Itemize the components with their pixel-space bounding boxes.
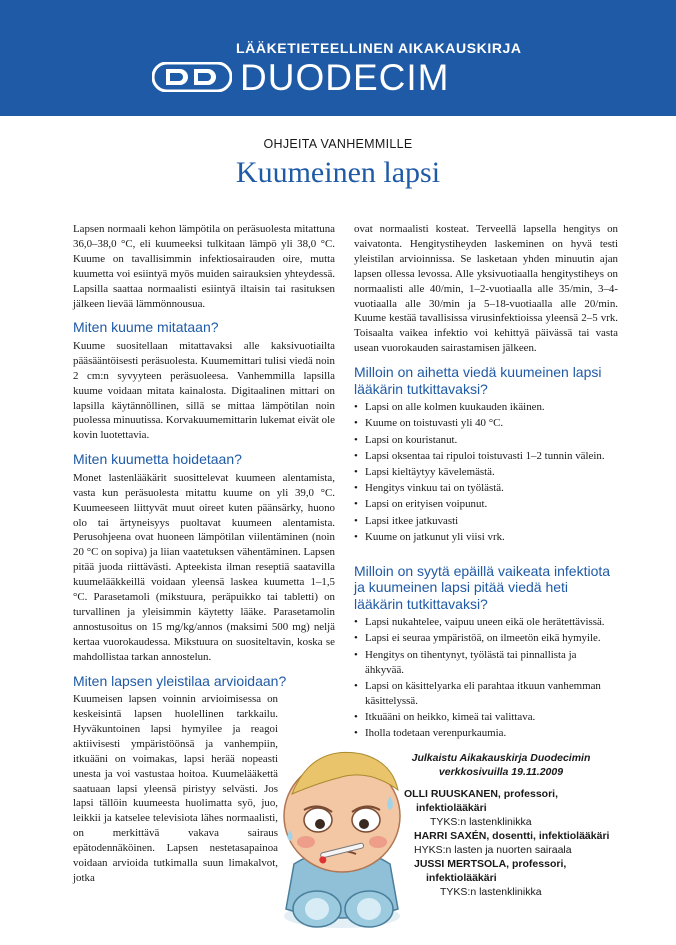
section-heading-assessment: Miten lapsen yleistilaa arvioidaan?: [73, 672, 287, 689]
publication-line: verkkosivuilla 19.11.2009: [438, 765, 564, 778]
list-item: • Lapsi nukahtelee, vaipuu uneen eikä ole herätettävissä.: [354, 615, 618, 630]
section-heading-when-to-doctor: Milloin on aihetta viedä kuumeinen lapsi lääkärin tutkittavaksi?: [354, 364, 602, 397]
list-item: • Lapsi on alle kolmen kuukauden ikäinen.: [354, 400, 618, 415]
doctor-criteria-list: [354, 400, 618, 545]
author-name: HARRI SAXÉN, dosentti, infektiolääkäri: [414, 829, 610, 842]
header-banner: [0, 0, 676, 116]
list-item: • Kuume on jatkunut yli viisi vrk.: [354, 530, 618, 545]
section-heading-measure: Miten kuume mitataan?: [73, 319, 219, 336]
list-item: • Hengitys vinkuu tai on työlästä.: [354, 481, 618, 496]
list-item: • Lapsi on erityisen voipunut.: [354, 497, 618, 512]
sick-child-illustration: [272, 744, 412, 934]
author-affiliation: TYKS:n lastenklinikka: [430, 815, 532, 828]
treatment-paragraph: Monet lastenlääkärit suosittelevat kuumeen alentamista, vasta kun peräsuolesta mitattu kuume on yli 39,0 °C. Kuumeeseen liittyvät muut oireet kuten päänsärky, huono olo tai ärtyneisyys puoltavat kuumeen alentamista. Perusohjeena ovat huoneen lämpötilan viilentäminen (noin 20 °C on sopiva) ja liian vaatetuksen vähentäminen. Lapsen pitää juoda riittävästi. Apteekista ilman reseptiä saatavilla kuumelääkkeillä voidaan yleensä laskea kuumetta 1–1,5 °C. Parasetamoli (mikstuura, peräpuikko tai tabletti) on turvallinen ja yleisimmin käytetty lääke. Parasetamolin annostusoitus on 15 mg/kg/annos (maksimi 500 mg) neljä kertaa vuorokaudessa. Mikstuura on suositeltavin, koska se mahdollistaa tarkan annostelun.: [73, 471, 335, 663]
severe-infection-list: [354, 615, 618, 741]
assessment-paragraph: Kuumeisen lapsen voinnin arvioimisessa on keskeisintä lapsen huolellinen tarkkailu. Hyväkuntoinen lapsi hymyilee ja reagoi aktiivisesti ympäristöönsä ja vanhempiin, itkuääni on voimakas, lapsi herää nopeasti unesta ja voi vastustaa hoitoa. Kuumelääkettä saatuaan lapsi yleensä piristyy selvästi. Jos lapsi tällöin kuumeesta huolimatta syö, juo, leikkii ja katselee televisiota lähes normaalisti, on merkittävä vakava sairaus epätodennäköinen. Lapsen nestetasapainoa voidaan arvioida tutkimalla suun limakalvot, jotka: [73, 693, 278, 884]
author-name: JUSSI MERTSOLA, professori,: [414, 857, 567, 870]
measure-paragraph: Kuume suositellaan mitattavaksi alle kaksivuotiailta pääsääntöisesti peräsuolesta. Kuumemittari tulisi viedä noin 2 cm:n syvyyteen peräsuoleesa. Vanhemmilla lapsilla kuume voidaan mitata kainalosta. Digitaalinen mittari on lapsilla käytännöllinen, sillä se mittaa lämpötilan noin puolessa minuutissa. Korvakuumemittarin lukemat eivät ole kovin luotettavia.: [73, 339, 335, 442]
journal-name: LÄÄKETIETEELLINEN AIKAKAUSKIRJA: [236, 40, 522, 56]
section-heading-severe-infection: Milloin on syytä epäillä vaikeata infektiota ja kuumeinen lapsi pitää viedä heti lääkärin tutkittavaksi?: [354, 562, 611, 612]
list-item: • Iholla todetaan verenpurkaumia.: [354, 726, 618, 741]
author-title: infektiolääkäri: [416, 801, 487, 814]
list-item: • Lapsi on käsittelyarka eli parahtaa itkuun vanhemman käsittelyssä.: [354, 679, 618, 709]
list-item: • Kuume on toistuvasti yli 40 °C.: [354, 416, 618, 431]
list-item: • Itkuääni on heikko, kimeä tai valittava.: [354, 710, 618, 725]
author-affiliation: HYKS:n lasten ja nuorten sairaala: [414, 843, 572, 856]
list-item: • Lapsi oksentaa tai ripuloi toistuvasti 1–2 tunnin välein.: [354, 449, 618, 464]
section-heading-treatment: Miten kuumetta hoidetaan?: [73, 451, 242, 468]
list-item: • Lapsi itkee jatkuvasti: [354, 514, 618, 529]
continued-paragraph: ovat normaalisti kosteat. Terveellä lapsella hengitys on vaivatonta. Hengitystiheyden laskeminen on hyvä testi yleistilan arvioinnissa. Se lasketaan yhden minuutin ajan lapsen ollessa levossa. Alle yksivuotiaalla hengitystiheys on normaalisti alle 40/min, 1–2-vuotiaalla alle 35/min, 3–4-vuotiaalla alle 30/min ja 5–18-vuotiaalla alle 20/min. Kuume kestää tavallisissa virusinfektioissa yleensä 2–5 vrk. Toisaalta vaikea infektio voi kehittyä päivässä tai vasta usean vuorokauden sairastamisen jälkeen.: [354, 223, 618, 355]
author-name: OLLI RUUSKANEN, professori,: [404, 787, 559, 800]
list-item: • Lapsi kieltäytyy kävelemästä.: [354, 465, 618, 480]
page-title: Kuumeinen lapsi: [235, 156, 441, 189]
intro-paragraph: Lapsen normaali kehon lämpötila on peräsuolesta mitattuna 36,0–38,0 °C, eli kuumeeksi tulkitaan lämpö yli 38,0 °C. Kuume on tavallisimmin infektiosairauden oire, mutta kuumetta voi esiintyä myös muiden sairauksien yhteydessä. Lapsilla saattaa normaalisti esiintyä iltaisin tai rasituksen jälkeen lievää lämmönnousua.: [73, 223, 335, 310]
publication-line: Julkaistu Aikakauskirja Duodecimin: [411, 751, 591, 764]
list-item: • Lapsi ei seuraa ympäristöä, on ilmeetön eikä hymyile.: [354, 631, 618, 646]
brand-title: DUODECIM: [240, 57, 450, 98]
author-title: infektiolääkäri: [426, 871, 497, 884]
author-affiliation: TYKS:n lastenklinikka: [440, 885, 542, 898]
list-item: • Hengitys on tihentynyt, työlästä tai pinnallista ja ähkyvää.: [354, 648, 618, 678]
list-item: • Lapsi on kouristanut.: [354, 433, 618, 448]
duodecim-logo-icon: [152, 62, 232, 92]
series-label: OHJEITA VANHEMMILLE: [263, 137, 413, 151]
